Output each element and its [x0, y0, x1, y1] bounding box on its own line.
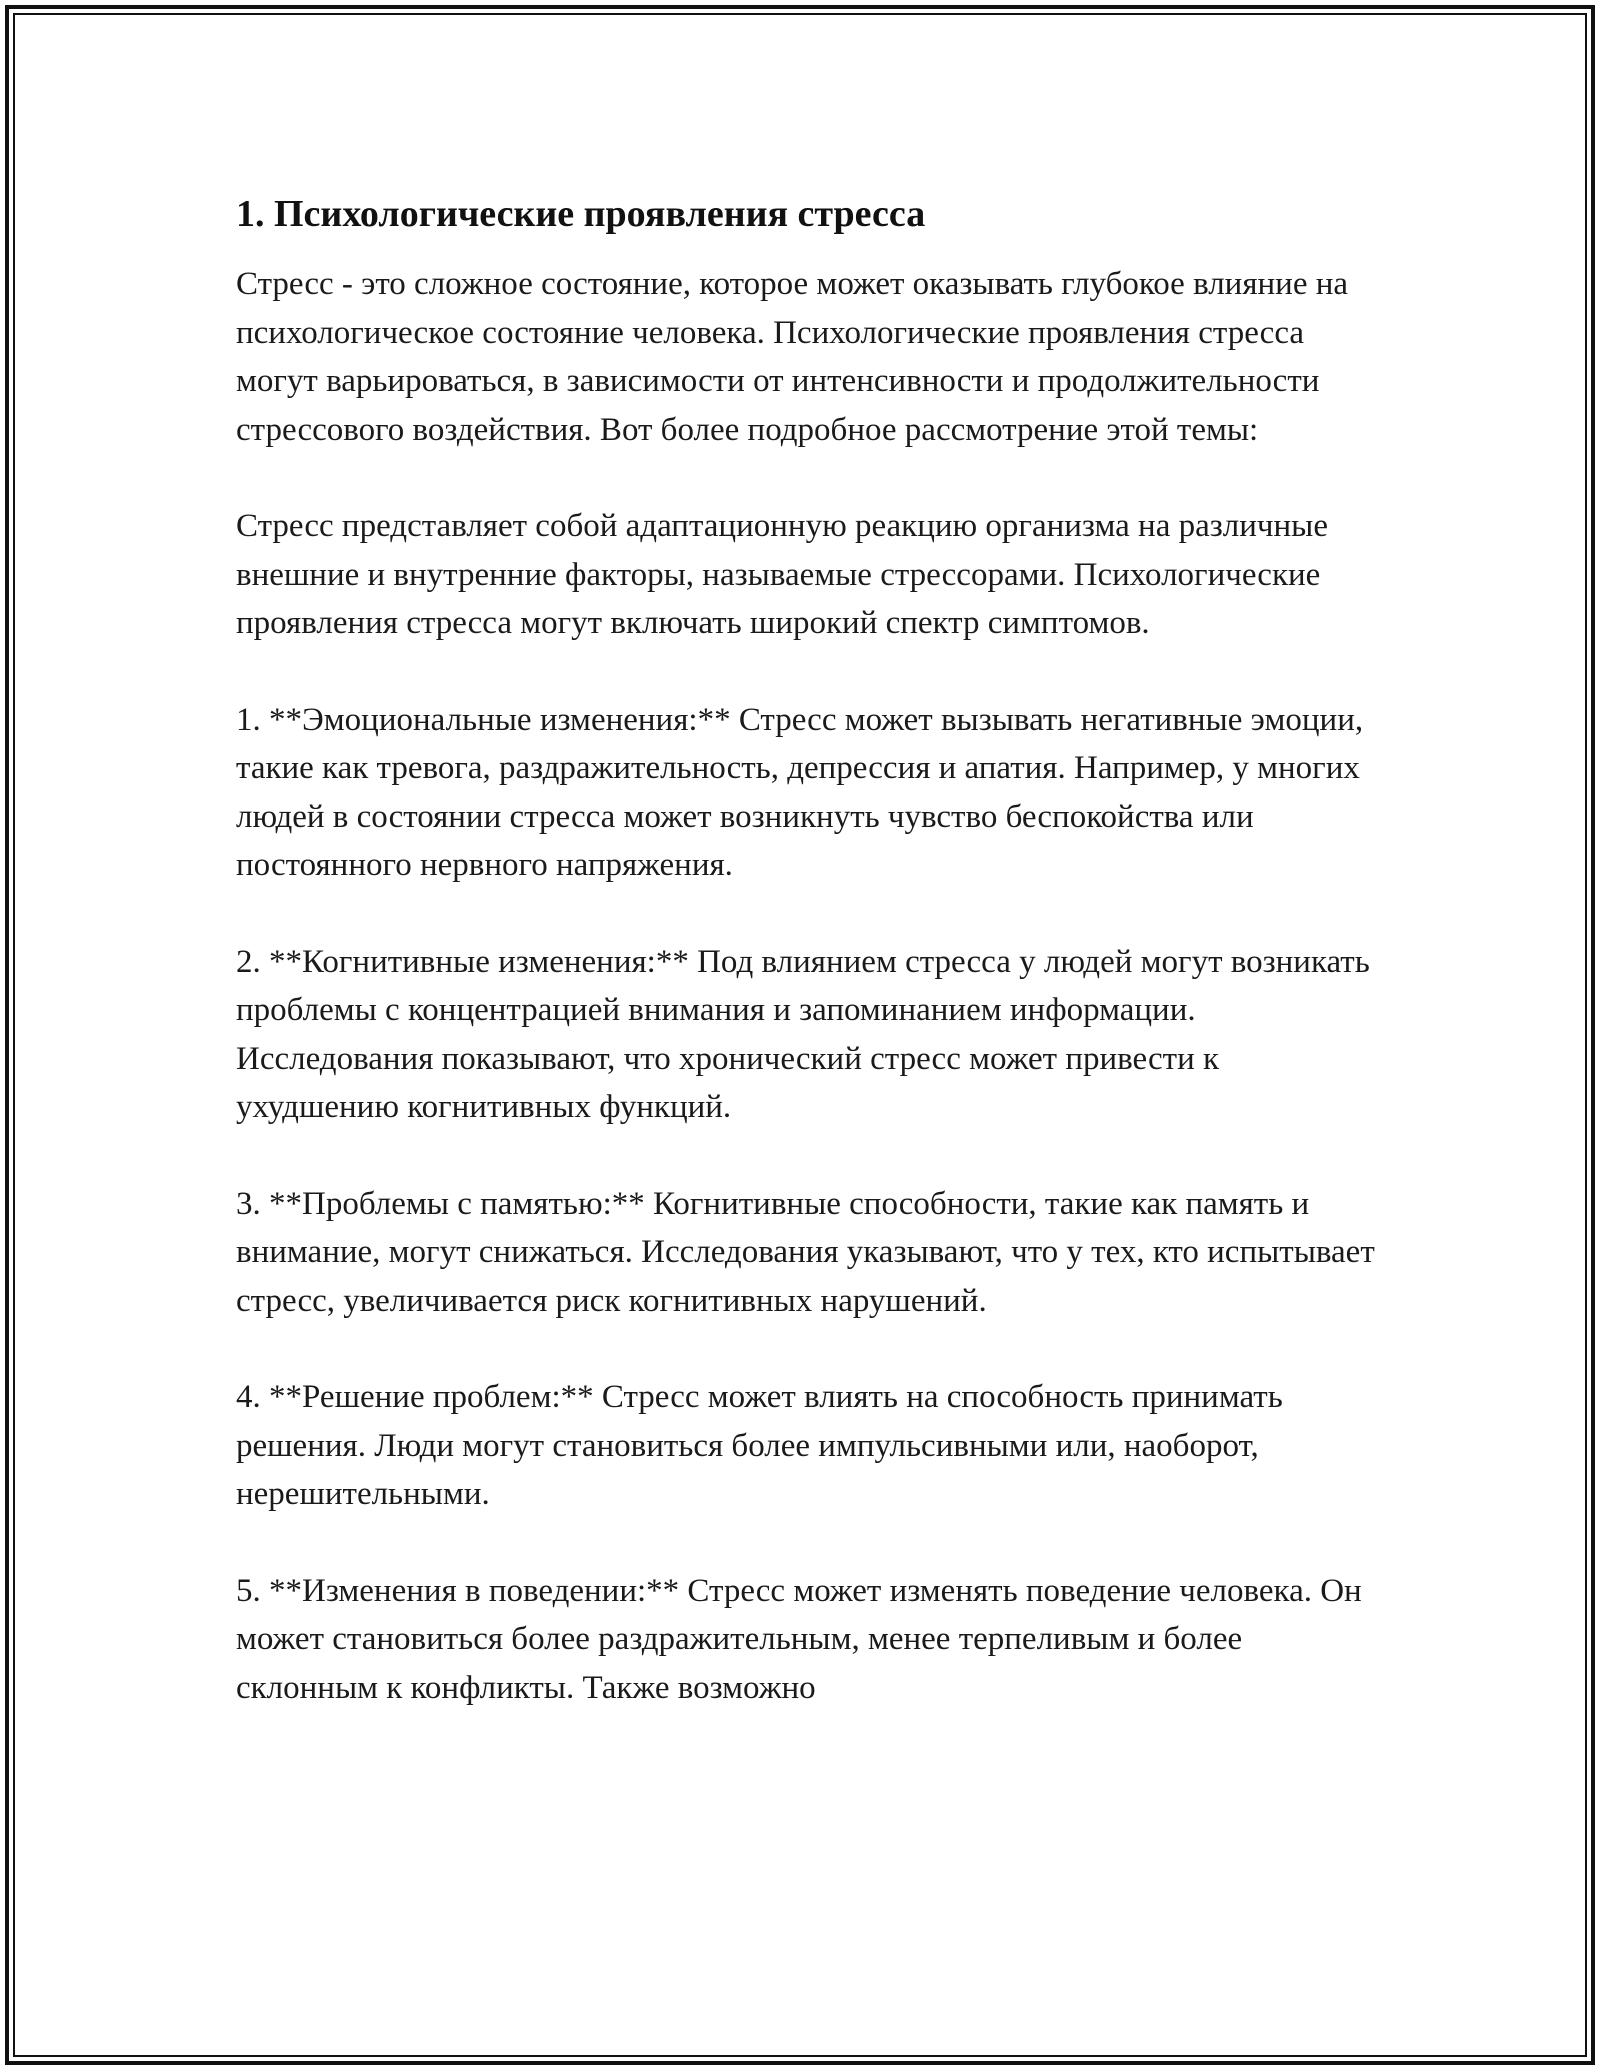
paragraph-definition: Стресс представляет собой адаптационную реакцию организма на различные внешние и внутренние факторы, называемые стрессорами. Психологические проявления стресса могут включать широкий спектр симптомов.	[236, 508, 1328, 641]
list-item-cognitive-changes: 2. **Когнитивные изменения:** Под влиянием стресса у людей могут возникать проблемы с концентрацией внимания и запоминанием информации. Исследования показывают, что хронический стресс может привести к ухудшению когнитивных функций.	[236, 943, 1370, 1125]
list-item-memory-problems: 3. **Проблемы с памятью:** Когнитивные способности, такие как память и внимание, могут снижаться. Исследования указывают, что у тех, кто испытывает стресс, увеличивается риск когнитивных нарушений.	[236, 1185, 1375, 1319]
paragraph-intro: Стресс - это сложное состояние, которое может оказывать глубокое влияние на психологическое состояние человека. Психологические проявления стресса могут варьироваться, в зависимости от интенсивности и продолжительности стрессового воздействия. Вот более подробное рассмотрение этой темы:	[236, 266, 1349, 448]
document-body	[236, 188, 1376, 1760]
list-item-emotional-changes: 1. **Эмоциональные изменения:** Стресс может вызывать негативные эмоции, такие как тревога, раздражительность, депрессия и апатия. Например, у многих людей в состоянии стресса может возникнуть чувство беспокойства или постоянного нервного напряжения.	[236, 701, 1364, 883]
list-item-behavior-changes: 5. **Изменения в поведении:** Стресс может изменять поведение человека. Он может становиться более раздражительным, менее терпеливым и более склонным к конфликты. Также возможно	[236, 1572, 1362, 1706]
list-item-problem-solving: 4. **Решение проблем:** Стресс может влиять на способность принимать решения. Люди могут становиться более импульсивными или, наоборот, нерешительными.	[236, 1379, 1283, 1512]
section-heading: 1. Психологические проявления стресса	[236, 193, 926, 235]
